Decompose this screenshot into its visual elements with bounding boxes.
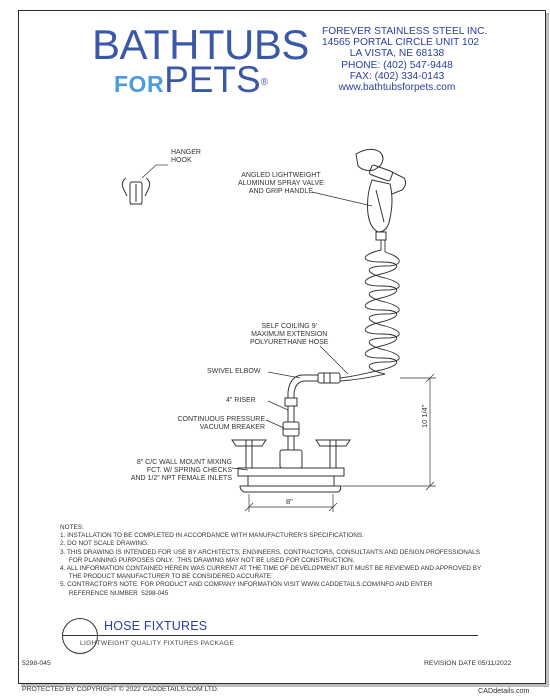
- notes-section: [60, 524, 500, 598]
- title-circle: [62, 618, 98, 654]
- drawing-title: HOSE FIXTURES: [104, 619, 208, 633]
- leader-vacuum: [266, 420, 284, 428]
- spray-valve: [356, 149, 406, 240]
- note-2: 2. DO NOT SCALE DRAWING.: [60, 540, 149, 548]
- label-vacuum-breaker: [175, 416, 265, 432]
- label-hose-line2: MAXIMUM EXTENSION: [251, 331, 328, 338]
- label-mixing-faucet: [112, 459, 232, 483]
- note-4b: THE PRODUCT MANUFACTURER TO BE CONSIDERED ACCURATE.: [60, 573, 273, 581]
- company-phone: PHONE: (402) 547-9448: [341, 59, 453, 71]
- label-hose: [250, 323, 328, 347]
- title-block: [60, 612, 500, 658]
- label-faucet-line2: FCT. W/ SPRING CHECKS: [146, 467, 232, 474]
- label-vacuum-line2: VACUUM BREAKER: [199, 424, 265, 431]
- company-street: 14565 PORTAL CIRCLE UNIT 102: [322, 37, 480, 49]
- company-name: FOREVER STAINLESS STEEL INC.: [322, 26, 488, 37]
- swivel-elbow: [285, 373, 340, 406]
- label-faucet-line1: 8" C/C WALL MOUNT MIXING: [136, 459, 232, 466]
- label-riser: 4" RISER: [226, 397, 256, 404]
- label-spray-valve: [238, 172, 324, 196]
- label-hose-line3: POLYURETHANE HOSE: [250, 339, 329, 346]
- leader-swivel: [268, 372, 300, 378]
- company-website[interactable]: www.bathtubsforpets.com: [338, 82, 456, 94]
- label-width-dimension: 8": [286, 497, 293, 506]
- copyright: PROTECTED BY COPYRIGHT © 2022 CADDETAILS.COM LTD.: [22, 686, 219, 693]
- label-spray-line1: ANGLED LIGHTWEIGHT: [241, 172, 321, 179]
- leader-hanger: [142, 165, 156, 178]
- label-spray-line2: ALUMINUM SPRAY VALVE: [238, 180, 324, 187]
- revision-date: REVISION DATE 05/11/2022: [424, 660, 512, 667]
- company-city: LA VISTA, NE 68138: [349, 48, 445, 60]
- logo-pets: PETS: [164, 59, 261, 100]
- mixing-faucet: [232, 440, 350, 492]
- label-hanger-hook-line2: HOOK: [171, 157, 192, 164]
- label-spray-line3: AND GRIP HANDLE: [248, 188, 313, 195]
- hanger-hook: [122, 178, 149, 204]
- label-vacuum-line1: CONTINUOUS PRESSURE: [177, 416, 265, 423]
- logo-registered-mark: ®: [260, 77, 269, 88]
- height-dimension: [340, 374, 436, 490]
- note-3a: 3. THIS DRAWING IS INTENDED FOR USE BY ARCHITECTS, ENGINEERS, CONTRACTORS, CONSULTANTS AND DESIGN PROFESSIONALS: [60, 548, 480, 556]
- company-fax: FAX: (402) 334-0143: [349, 70, 445, 82]
- label-hanger-hook-line1: HANGER: [171, 149, 201, 156]
- logo-for: FOR: [114, 71, 165, 97]
- notes-heading: NOTES:: [60, 524, 84, 531]
- reference-number: 5298-045: [22, 660, 51, 667]
- note-5b: REFERENCE NUMBER 5298-045: [60, 589, 169, 597]
- label-faucet-line3: AND 1/2" NPT FEMALE INLETS: [130, 475, 232, 482]
- note-3b: FOR PLANNING PURPOSES ONLY. THIS DRAWING MAY NOT BE USED FOR CONSTRUCTION.: [60, 556, 355, 564]
- riser: [288, 406, 294, 422]
- label-hanger-hook: [171, 149, 201, 165]
- vacuum-breaker: [283, 422, 299, 450]
- leader-hose: [320, 346, 348, 374]
- drawing-subtitle: LIGHTWEIGHT QUALITY FIXTURES PACKAGE: [80, 640, 235, 647]
- logo-bathtubs: BATHTUBS: [92, 21, 309, 68]
- caddetails-brand[interactable]: CADdetails.com: [478, 686, 530, 695]
- title-underline: [62, 635, 478, 636]
- note-1: 1. INSTALLATION TO BE COMPLETED IN ACCORDANCE WITH MANUFACTURER'S SPECIFICATIONS.: [60, 532, 364, 540]
- label-swivel-elbow: SWIVEL ELBOW: [207, 368, 261, 375]
- note-5a: 5. CONTRACTOR'S NOTE: FOR PRODUCT AND COMPANY INFORMATION VISIT WWW.CADDETAILS.COM/INFO AND ENTER: [60, 581, 433, 589]
- label-hose-line1: SELF COILING 9': [261, 323, 317, 330]
- note-4a: 4. ALL INFORMATION CONTAINED HEREIN WAS CURRENT AT THE TIME OF DEVELOPMENT BUT MUST BE REVIEWED AND APPROVED BY: [60, 565, 482, 573]
- label-height-dimension: 10 1/4": [420, 404, 429, 428]
- coiled-hose: [340, 240, 399, 381]
